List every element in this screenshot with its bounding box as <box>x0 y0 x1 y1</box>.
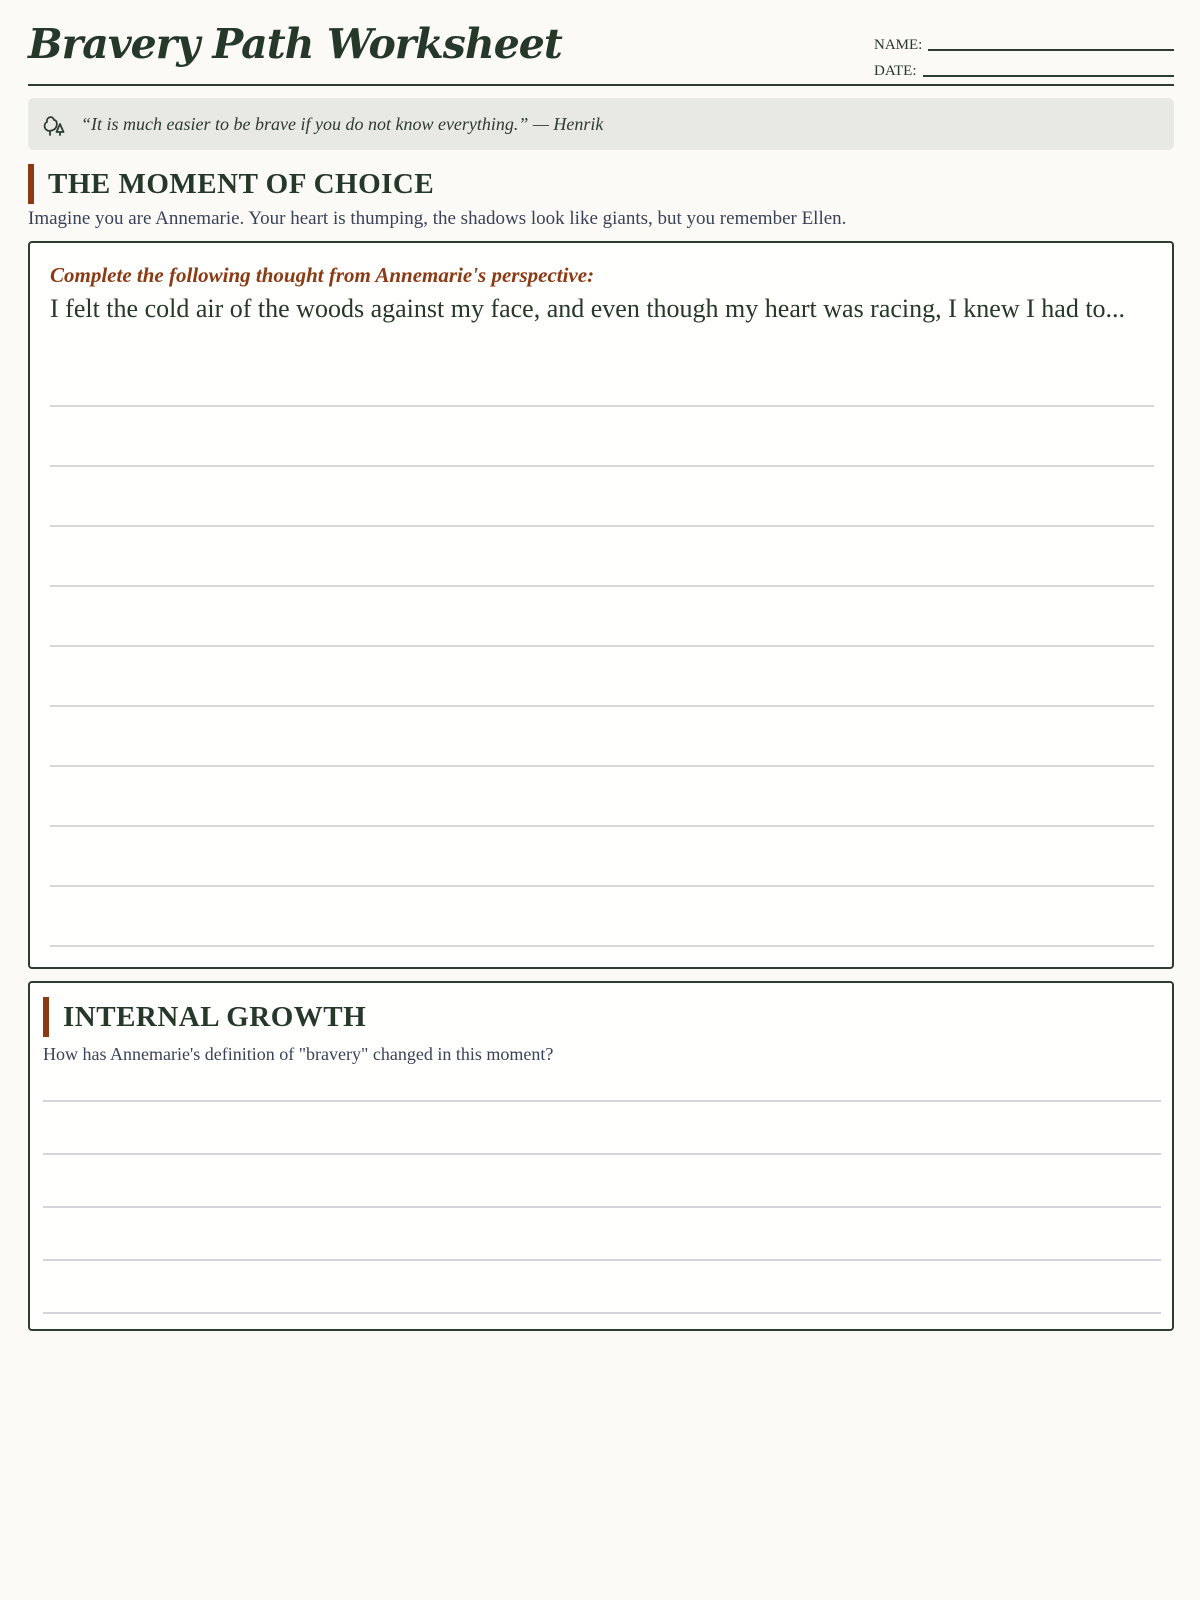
prompt-text: I felt the cold air of the woods against my face, and even though my heart was racing, I knew I had to... <box>50 294 1126 323</box>
trees-icon <box>41 111 67 137</box>
section-question: How has Annemarie's definition of "bravery" changed in this moment? <box>43 1044 554 1064</box>
name-field[interactable] <box>928 48 1174 51</box>
writing-line[interactable] <box>50 825 1154 827</box>
section-intro: Imagine you are Annemarie. Your heart is thumping, the shadows look like giants, but you remember Ellen. <box>28 208 847 229</box>
page-title: Bravery Path Worksheet <box>28 20 562 68</box>
worksheet-page <box>28 0 1174 1064</box>
date-field-row <box>874 54 1174 80</box>
writing-line[interactable] <box>43 1259 1161 1261</box>
writing-line[interactable] <box>43 1312 1161 1314</box>
section-title: THE MOMENT OF CHOICE <box>48 167 435 200</box>
writing-line[interactable] <box>50 945 1154 947</box>
date-field[interactable] <box>923 74 1175 77</box>
writing-line[interactable] <box>50 465 1154 467</box>
worksheet-header <box>28 0 1174 86</box>
accent-bar <box>43 997 49 1037</box>
accent-bar <box>28 164 34 204</box>
writing-line[interactable] <box>50 525 1154 527</box>
writing-line[interactable] <box>43 1206 1161 1208</box>
writing-box-moment-of-choice[interactable] <box>28 241 1174 969</box>
writing-line[interactable] <box>43 1100 1161 1102</box>
section-title: INTERNAL GROWTH <box>63 1000 367 1033</box>
name-label: NAME: <box>874 37 923 53</box>
writing-line[interactable] <box>50 405 1154 407</box>
section-moment-of-choice-heading <box>28 164 434 204</box>
quote-banner <box>28 98 1174 150</box>
name-field-row <box>874 28 1174 54</box>
writing-line[interactable] <box>43 1153 1161 1155</box>
writing-line[interactable] <box>50 585 1154 587</box>
writing-line[interactable] <box>50 765 1154 767</box>
section-internal-growth-heading <box>43 997 366 1037</box>
date-label: DATE: <box>874 63 917 79</box>
prompt-label: Complete the following thought from Annemarie's perspective: <box>50 263 595 287</box>
writing-line[interactable] <box>50 705 1154 707</box>
quote-text: “It is much easier to be brave if you do not know everything.” — Henrik <box>81 113 604 134</box>
writing-box-internal-growth[interactable] <box>28 981 1174 1331</box>
writing-line[interactable] <box>50 645 1154 647</box>
student-fields <box>874 28 1174 80</box>
writing-line[interactable] <box>50 885 1154 887</box>
